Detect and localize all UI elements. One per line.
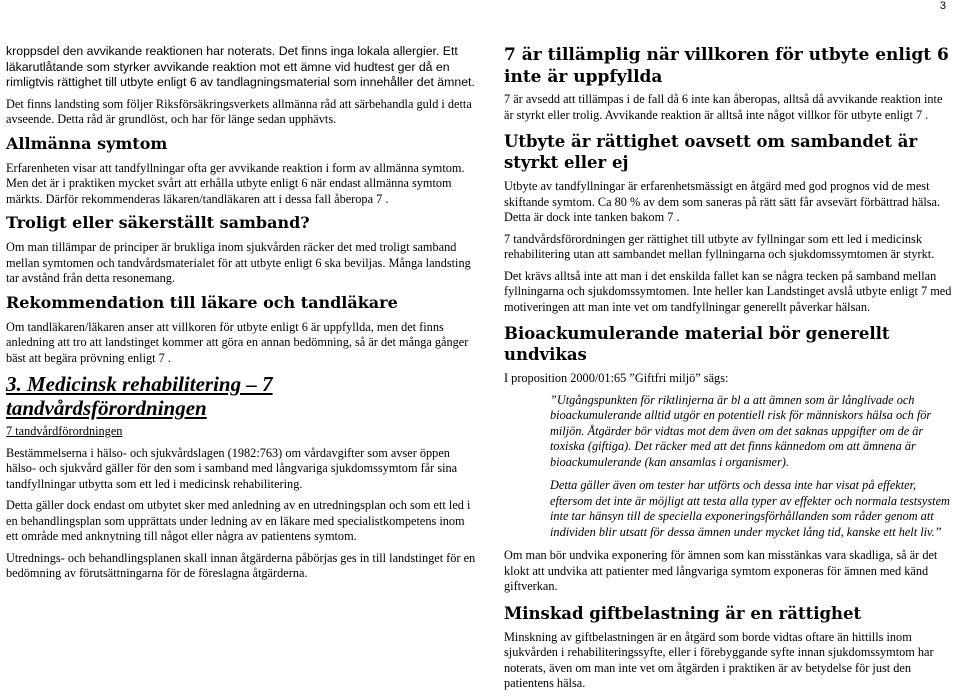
quote: ”Utgångspunkten för riktlinjerna är bl a att ämnen som är långlivade och bioackumulerande alltid utgör en potentiell risk för människors hälsa och för miljön. Åtgärder bör vidtas mot dem även om det saknas uppgifter om de är toxiska (giftiga). Det räcker med att det finns kännedom om att ämnena är bioackumulerande (kan ansamlas i organismer). <box>550 392 932 469</box>
quote: Detta gäller även om tester har utförts och dessa inte har visat på effekter, eftersom det inte är möjligt att testa alla typer av effekter och normala testsystem inte tar hänsyn till de speciella exponeringsförhållanden som råder genom att individen blir utsatt för dessa ämnen under mycket lång tid, kanske ett helt liv.” <box>550 478 950 539</box>
heading-utbyte-rattighet: Utbyte är rättighet oavsett om sambandet är styrkt eller ej <box>504 132 918 172</box>
heading-7-tillamplig: 7 är tillämplig när villkoren för utbyte enligt 6 inte är uppfyllda <box>504 45 949 87</box>
paragraph: 7 är avsedd att tillämpas i de fall då 6 inte kan åberopas, alltså då avvikande reaktion inte är styrkt eller trolig. Avvikande reaktion är alltså inte något villkor för utbyte enligt 7 . <box>504 92 943 122</box>
paragraph: Minskning av giftbelastningen är en åtgärd som borde vidtas oftare än hittills inom sjukvården i rehabiliteringssyfte, eller i förebyggande syfte innan sjukdomssymtom har noterats, även om man inte vet om åtgärden i praktiken är av betydelse för just den patientens hälsa. <box>504 629 934 690</box>
heading-part: tandvårdsförordningen <box>6 396 207 420</box>
right-column <box>504 44 954 698</box>
paragraph: Detta gäller dock endast om utbytet sker med anledning av en utredningsplan och som ett led i en behandlingsplan som upprättats under ledning av en läkare med specialistkompetens inom ett område med anknytning till något eller några av patientens symtom. <box>6 498 471 543</box>
paragraph: 7 tandvårdsförordningen ger rättighet till utbyte av fyllningar som ett led i medicinsk rehabilitering utan att sambandet mellan fyllningarna och sjukdomssymtomen är styrkt. <box>504 231 935 261</box>
paragraph: Bestämmelserna i hälso- och sjukvårdslagen (1982:763) om vårdavgifter som avser öppen hälso- och sjukvård gäller för den som i samband med långvariga sjukdomssymtom får sina tandfyllningar utbytta som ett led i medicinsk rehabilitering. <box>6 445 458 491</box>
paragraph: Utbyte av tandfyllningar är erfarenhetsmässigt en åtgärd med god prognos vid de mest skiftande symtom. Ca 80 % av dem som saneras på rätt sätt får avsevärt förbättrad hälsa. Detta är dock inte tanken bakom 7 . <box>504 179 941 224</box>
heading-allmanna-symtom: Allmänna symtom <box>6 133 168 153</box>
paragraph: Utrednings- och behandlingsplanen skall innan åtgärderna påbörjas ges in till landstinget för en bedömning av förutsättningarna för de föreslagna åtgärderna. <box>6 550 476 580</box>
heading-minskad-giftbelastning: Minskad giftbelastning är en rättighet <box>504 603 862 623</box>
paragraph: kroppsdel den avvikande reaktionen har noterats. Det finns inga lokala allergier. Ett läkarutlåtande som styrker avvikande reaktion mot ett ämne vid hudtest ger då en rimligtvis rättighet till utbyte enligt 6 av tandlagningsmaterial som innehåller det ämnet. <box>6 44 475 89</box>
paragraph: Det finns landsting som följer Riksförsäkringsverkets allmänna råd att särbehandla guld i detta avseende. Detta råd är grundlöst, och har för länge sedan upphävts. <box>6 96 472 126</box>
paragraph: I proposition 2000/01:65 ”Giftfri miljö” sägs: <box>504 371 729 385</box>
heading-rekommendation: Rekommendation till läkare och tandläkare <box>6 292 398 312</box>
paragraph: Om tandläkaren/läkaren anser att villkoren för utbyte enligt 6 är uppfyllda, men det finns anledning att tro att landstinget kommer att göra en annan bedömning, så är det många gånger bäst att begära prövning enligt 7 . <box>6 319 469 365</box>
heading-part: 3. Medicinsk rehabilitering – 7 <box>6 372 273 396</box>
page-number: 3 <box>939 0 946 12</box>
paragraph: Erfarenheten visar att tandfyllningar ofta ger avvikande reaktion i form av allmänna symtom. Men det är i praktiken mycket svårt att erhålla utbyte enligt 6 när endast allmänna symtom märkts. Därför rekommenderas läkaren/tandläkaren att i dessa fall åberopa 7 . <box>6 160 465 206</box>
heading-medicinsk-rehabilitering <box>6 372 478 420</box>
heading-bioackumulerande: Bioackumulerande material bör generellt undvikas <box>504 324 890 364</box>
paragraph: Det krävs alltså inte att man i det enskilda fallet kan se några tecken på samband mellan fyllningarna och sjukdomssymtomen. Inte heller kan Landstinget avslå utbyte enligt 7 med motiveringen att man inte vet om tandfyllningar generellt påverkar hälsan. <box>504 268 952 314</box>
left-column <box>6 44 478 588</box>
paragraph: Om man bör undvika exponering för ämnen som kan misstänkas vara skadliga, så är det klokt att undvika att patienter med långvariga symtom exponeras för ämnen med känd giftverkan. <box>504 548 938 593</box>
tandvardforordningen-link[interactable]: 7 tandvårdförordningen <box>6 424 123 438</box>
heading-troligt-samband: Troligt eller säkerställt samband? <box>6 213 310 232</box>
paragraph: Om man tillämpar de principer är brukliga inom sjukvården räcker det med troligt samband mellan symtomen och tandvårdsmaterialet för att utbyte enligt 6 ska beviljas. Många landsting tar avstånd från detta resonemang. <box>6 240 471 285</box>
